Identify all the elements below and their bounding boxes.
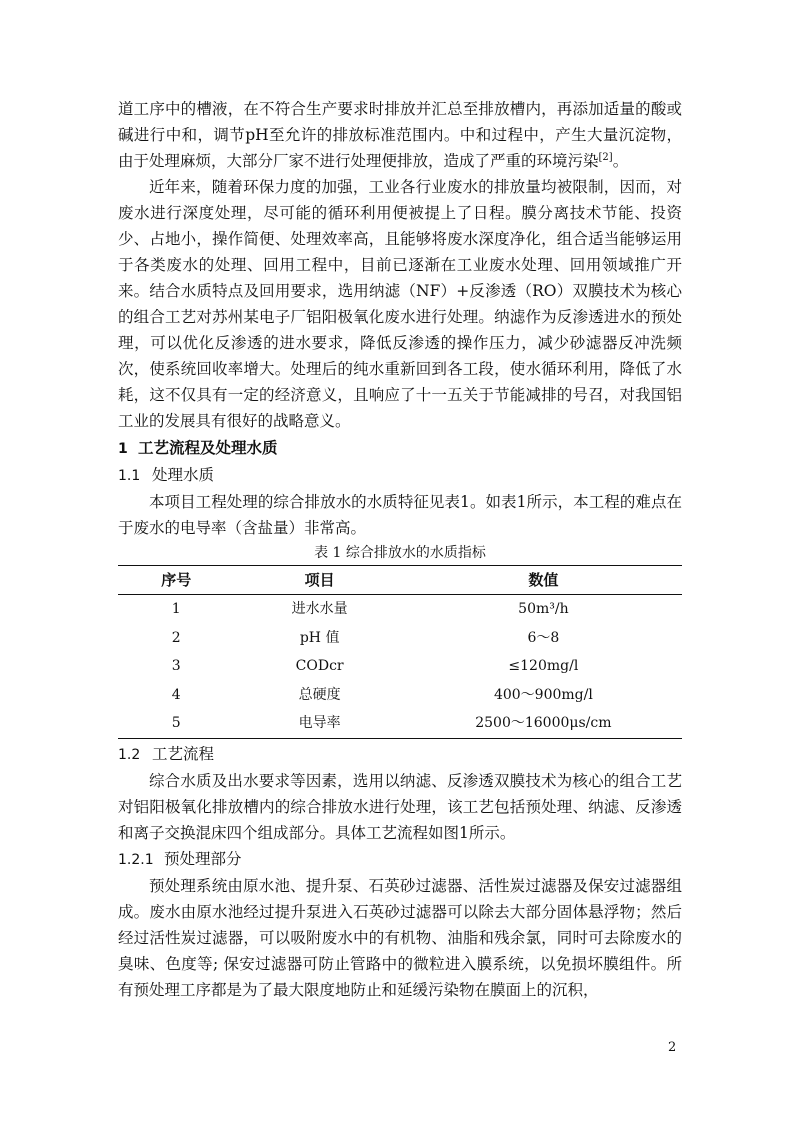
table-cell: 6～8: [527, 629, 560, 646]
table-cell: 电导率: [298, 715, 341, 732]
table-cell: 5: [171, 715, 181, 732]
table-row: [118, 709, 682, 738]
section-number: 1.1: [118, 468, 141, 484]
table-cell: pH 值: [299, 629, 340, 646]
paragraph-water-quality: 本项目工程处理的综合排放水的水质特征见表1。如表1所示，本工程的难点在于废水的电导率（含盐量）非常高。: [118, 493, 682, 537]
section-title: 工艺流程及处理水质: [138, 438, 278, 457]
section-heading-1: [118, 435, 682, 462]
table-row: [118, 652, 682, 681]
table-cell: 400～900mg/l: [493, 686, 593, 703]
paragraph-text-end: 。: [612, 152, 629, 170]
table-row: [118, 681, 682, 710]
table-cell: ≤120mg/l: [508, 658, 579, 675]
table-cell: 4: [171, 686, 181, 703]
table-cell: 总硬度: [298, 686, 341, 703]
table-cell: 50m³/h: [518, 601, 569, 618]
table-cell: CODcr: [295, 658, 344, 675]
table-cell: 2: [171, 629, 181, 646]
water-quality-table: [118, 565, 682, 739]
table-cell: 3: [171, 658, 181, 675]
column-header-item: 项目: [304, 571, 335, 589]
table-row: [118, 624, 682, 653]
table-header-row: [118, 566, 682, 595]
section-heading-1-2: [118, 741, 682, 768]
section-title: 处理水质: [152, 466, 215, 484]
paragraph-intro-continued: [118, 96, 682, 174]
section-number: 1.2: [118, 746, 141, 763]
paragraph-pretreatment: 预处理系统由原水池、提升泵、石英砂过滤器、活性炭过滤器及保安过滤器组成。废水由原水池经过提升泵进入石英砂过滤器可以除去大部分固体悬浮物；然后经过活性炭过滤器，可以吸附废水中的有机物、油脂和残余氯，同时可去除废水的臭味、色度等; 保安过滤器可防止管路中的微粒进入膜系统，以免损坏膜组件。所有预处理工序都是为了最大限度地防止和延缓污染物在膜面上的沉积，: [118, 876, 682, 999]
section-number: 1: [118, 441, 128, 457]
section-heading-1-2-1: [118, 846, 682, 873]
table-row: [118, 595, 682, 624]
section-heading-1-1: [118, 462, 682, 489]
column-header-index: 序号: [161, 571, 192, 589]
section-title: 预处理部分: [164, 849, 242, 868]
paragraph-text: 道工序中的槽液，在不符合生产要求时排放并汇总至排放槽内，再添加适量的酸或碱进行中和，调节pH至允许的排放标准范围内。中和过程中，产生大量沉淀物，由于处理麻烦，大部分厂家不进行处理便排放，造成了严重的环境污染: [118, 100, 682, 170]
column-header-value: 数值: [528, 571, 559, 589]
section-title: 工艺流程: [152, 744, 215, 763]
paragraph-process-flow: 综合水质及出水要求等因素，选用以纳滤、反渗透双膜技术为核心的组合工艺对铝阳极氧化排放槽内的综合排放水进行处理，该工艺包括预处理、纳滤、反渗透和离子交换混床四个组成部分。具体工艺流程如图1所示。: [118, 771, 682, 842]
table-cell: 2500～16000μs/cm: [475, 715, 612, 732]
section-number: 1.2.1: [118, 851, 154, 868]
table-cell: 1: [171, 601, 181, 618]
document-page: [118, 96, 682, 1003]
paragraph-background: 近年来，随着环保力度的加强，工业各行业废水的排放量均被限制，因而，对废水进行深度处理，尽可能的循环利用便被提上了日程。膜分离技术节能、投资少、占地小，操作简便、处理效率高，且能够将废水深度净化，组合适当能够运用于各类废水的处理、回用工程中，目前已逐渐在工业废水处理、回用领域推广开来。结合水质特点及回用要求，选用纳滤（NF）+反渗透（RO）双膜技术为核心的组合工艺对苏州某电子厂铝阳极氧化废水进行处理。纳滤作为反渗透进水的预处理，可以优化反渗透的进水要求，降低反渗透的操作压力，减少砂滤器反冲洗频次，使系统回收率增大。处理后的纯水重新回到各工段，使水循环利用，降低了水耗，这不仅具有一定的经济意义，且响应了十一五关于节能减排的号召，对我国铝工业的发展具有很好的战略意义。: [118, 178, 682, 430]
table-caption: 表 1 综合排放水的水质指标: [314, 545, 486, 561]
table-cell: 进水水量: [291, 601, 348, 618]
reference-marker: [2]: [598, 151, 613, 163]
page-number: 2: [668, 1040, 677, 1055]
